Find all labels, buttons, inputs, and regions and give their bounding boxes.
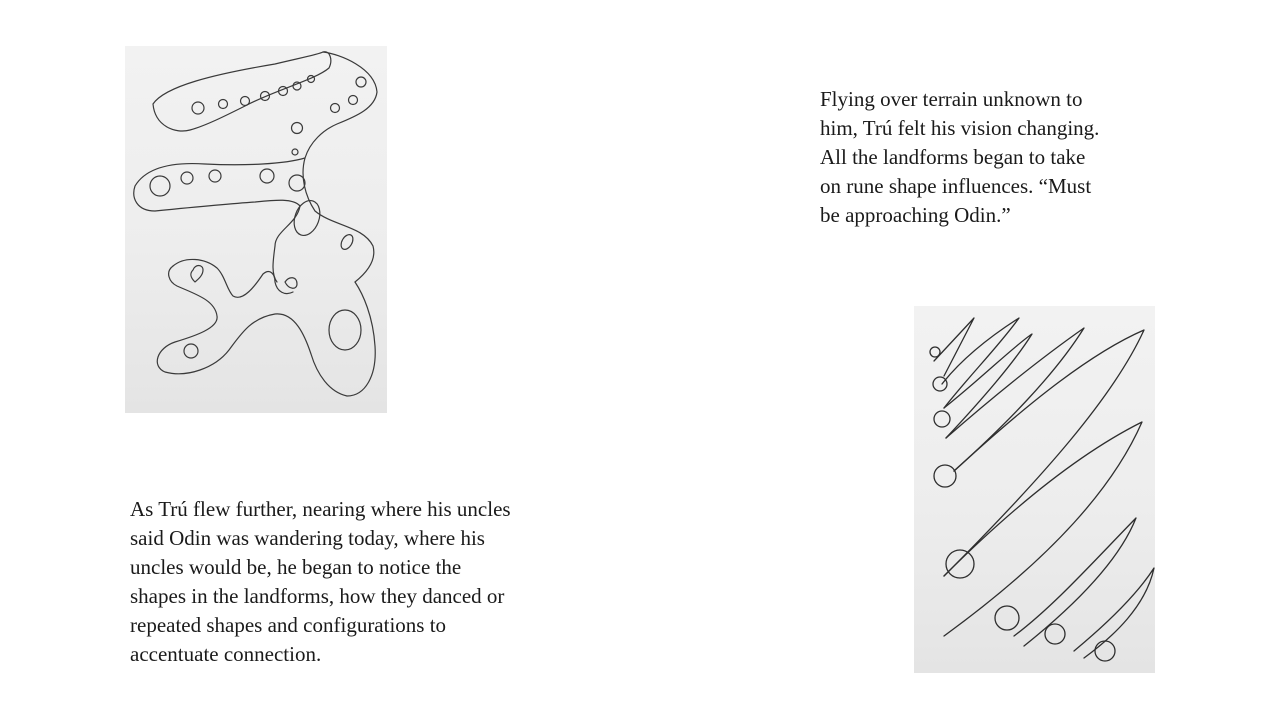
bottom-caption: As Trú flew further, nearing where his uncles said Odin was wandering today, where his uncles would be, he began to notice the shapes in the landforms, how they danced or repeated shapes and configurations to accentuate connection.: [130, 497, 511, 666]
diagonal-spike-drawing: [914, 306, 1155, 673]
curvy-landform-sketch-icon: [125, 46, 387, 413]
curvy-landform-drawing: [125, 46, 387, 413]
top-caption: Flying over terrain unknown to him, Trú felt his vision changing. All the landforms began to take on rune shape influences. “Must be approaching Odin.”: [820, 87, 1100, 227]
diagonal-spike-sketch-icon: [914, 306, 1155, 673]
